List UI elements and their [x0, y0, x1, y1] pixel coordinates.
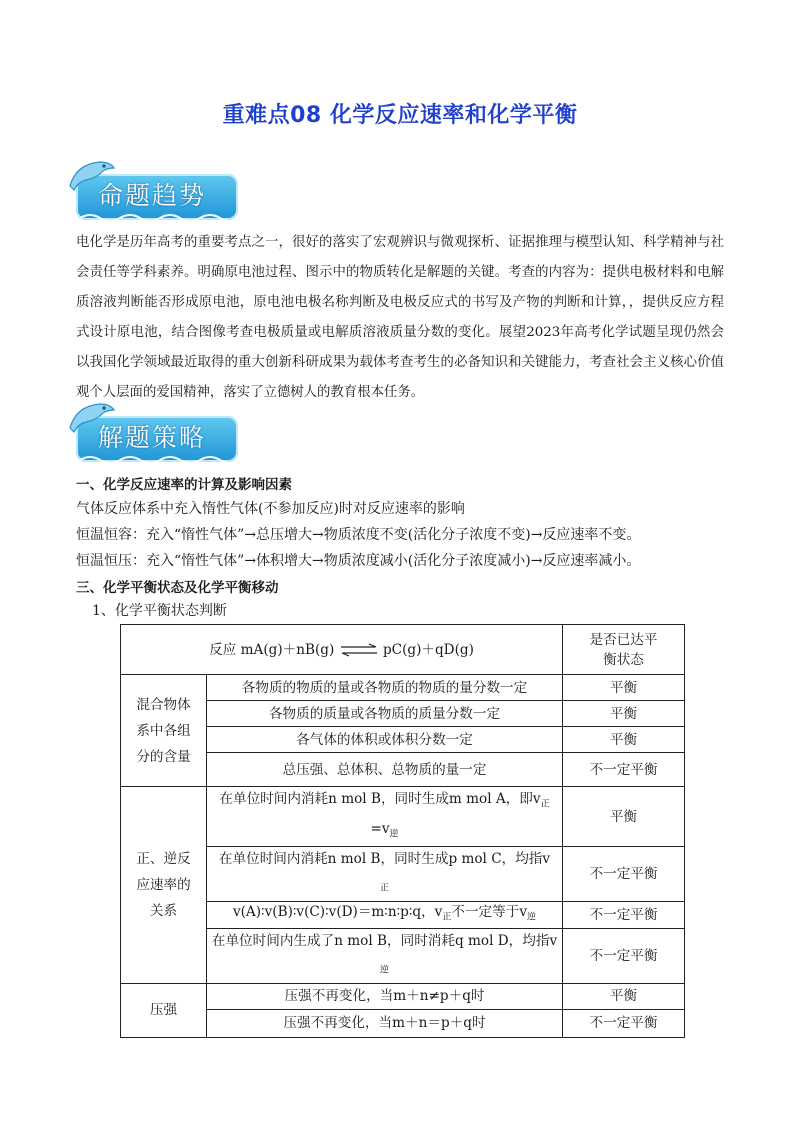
condition-cell — [207, 847, 563, 902]
result-cell: 平衡 — [563, 983, 685, 1009]
result-cell: 不一定平衡 — [563, 1009, 685, 1037]
subscript-reverse: 逆 — [389, 829, 399, 840]
equation-right: pC(g)＋qD(g) — [382, 641, 474, 658]
condition-text: =v — [370, 820, 390, 837]
result-cell: 平衡 — [563, 701, 685, 727]
result-cell: 不一定平衡 — [563, 928, 685, 983]
dolphin-icon — [66, 156, 118, 196]
header-status-cell: 是否已达平衡状态 — [563, 625, 685, 675]
section-3-subheading: 1、化学平衡状态判断 — [92, 603, 227, 619]
condition-cell — [207, 928, 563, 983]
result-cell: 不一定平衡 — [563, 902, 685, 929]
result-cell: 不一定平衡 — [563, 753, 685, 787]
reaction-equation-cell — [121, 625, 563, 675]
subscript-reverse: 逆 — [527, 912, 537, 923]
wave-icon — [80, 454, 234, 466]
table-row — [121, 675, 685, 701]
section-1-heading: 一、化学反应速率的计算及影响因素 — [76, 477, 292, 493]
condition-text: v(A)∶v(B)∶v(C)∶v(D)＝m∶n∶p∶q，v — [232, 904, 443, 921]
result-cell: 平衡 — [563, 675, 685, 701]
subscript-forward: 正 — [540, 799, 550, 810]
section-1-line: 恒温恒压：充入“惰性气体”→体积增大→物质浓度减小(活化分子浓度减小)→反应速率减小。 — [76, 553, 641, 569]
result-cell: 平衡 — [563, 727, 685, 753]
condition-text: 在单位时间内消耗n mol B，同时生成p mol C，均指v — [218, 851, 551, 868]
table-row — [121, 983, 685, 1009]
dolphin-icon — [66, 398, 118, 438]
condition-cell: 各气体的体积或体积分数一定 — [207, 727, 563, 753]
trend-badge-label: 命题趋势 — [98, 181, 207, 210]
wave-icon — [80, 212, 234, 224]
trend-badge — [66, 164, 242, 228]
group-rate-relation: 正、逆反应速率的关系 — [121, 787, 207, 984]
condition-cell: 压强不再变化，当m＋n≠p＋q时 — [207, 983, 563, 1009]
page-title: 重难点08 化学反应速率和化学平衡 — [222, 103, 578, 128]
reversible-arrow-icon — [339, 643, 379, 657]
table-header-row — [121, 625, 685, 675]
header-reaction-label: 反应 — [209, 641, 237, 658]
result-cell: 不一定平衡 — [563, 847, 685, 902]
table-row — [121, 787, 685, 847]
strategy-badge — [66, 406, 242, 470]
section-3-heading: 三、化学平衡状态及化学平衡移动 — [76, 580, 279, 596]
group-mixture-content: 混合物体系中各组分的含量 — [121, 675, 207, 787]
condition-text: 在单位时间内消耗n mol B，同时生成m mol A，即v — [219, 791, 541, 807]
condition-cell: 各物质的物质的量或各物质的物质的量分数一定 — [207, 675, 563, 701]
intro-paragraph: 电化学是历年高考的重要考点之一，很好的落实了宏观辨识与微观探析、证据推理与模型认知、科学精神与社会责任等学科素养。明确原电池过程、图示中的物质转化是解题的关键。考查的内容为：提供电极材料和电解质溶液判断能否形成原电池，原电池电极名称判断及电极反应式的书写及产物的判断和计算，，提供反应方程式设计原电池，结合图像考查电极质量或电解质溶液质量分数的变化。展望2023年高考化学试题呈现仍然会以我国化学领域最近取得的重大创新科研成果为载体考查考生的必备知识和关键能力，考查社会主义核心价值观个人层面的爱国精神，落实了立德树人的教育根本任务。 — [76, 235, 724, 400]
condition-cell: 总压强、总体积、总物质的量一定 — [207, 753, 563, 787]
subscript-forward: 正 — [380, 884, 390, 895]
equilibrium-table — [120, 624, 685, 1038]
condition-cell: 压强不再变化，当m＋n＝p＋q时 — [207, 1009, 563, 1037]
condition-text: 不一定等于v — [451, 904, 528, 921]
section-1-line: 恒温恒容：充入“惰性气体”→总压增大→物质浓度不变(活化分子浓度不变)→反应速率不变。 — [76, 527, 641, 543]
equation-left: mA(g)＋nB(g) — [240, 641, 335, 658]
result-cell: 平衡 — [563, 787, 685, 847]
condition-cell — [207, 902, 563, 929]
strategy-badge-label: 解题策略 — [98, 423, 207, 452]
group-pressure: 压强 — [121, 983, 207, 1037]
condition-cell — [207, 787, 563, 847]
subscript-forward: 正 — [442, 912, 452, 923]
condition-text: 在单位时间内生成了n mol B，同时消耗q mol D，均指v — [211, 932, 558, 949]
condition-cell: 各物质的质量或各物质的质量分数一定 — [207, 701, 563, 727]
section-1-line: 气体反应体系中充入惰性气体(不参加反应)时对反应速率的影响 — [76, 501, 465, 517]
subscript-reverse: 逆 — [380, 965, 390, 976]
